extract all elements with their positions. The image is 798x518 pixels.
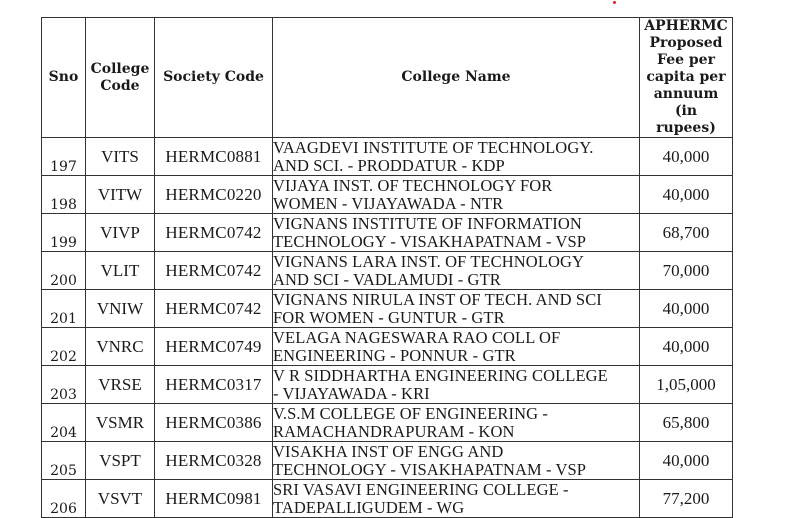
society-code-cell: HERMC0742 (155, 252, 273, 290)
college-name-line1: VIGNANS NIRULA INST OF TECH. AND SCI (273, 289, 602, 309)
college-name-line2: FOR WOMEN - GUNTUR - GTR (273, 307, 505, 327)
header-fee-line: Proposed (649, 35, 723, 51)
college-name-line1: VIGNANS INSTITUTE OF INFORMATION (273, 213, 582, 233)
college-name-cell (273, 480, 640, 518)
college-name-line1: VIJAYA INST. OF TECHNOLOGY FOR (273, 175, 553, 195)
header-college-name: College Name (273, 18, 640, 138)
society-code-cell: HERMC0742 (155, 290, 273, 328)
society-code-cell: HERMC0881 (155, 138, 273, 176)
table-row (42, 176, 733, 214)
header-fee-line: APHERMC (644, 18, 728, 34)
college-name-cell (273, 290, 640, 328)
college-name-line2: ENGINEERING - PONNUR - GTR (273, 345, 516, 365)
header-college-code-line2: Code (100, 77, 140, 94)
fee-cell: 77,200 (640, 480, 733, 518)
sno-cell: 200 (42, 252, 86, 290)
college-name-line1: VISAKHA INST OF ENGG AND (273, 441, 504, 461)
college-name-line2: TADEPALLIGUDEM - WG (273, 497, 465, 517)
college-code-cell: VSMR (86, 404, 155, 442)
college-name-cell (273, 366, 640, 404)
fee-cell: 40,000 (640, 290, 733, 328)
fee-cell: 1,05,000 (640, 366, 733, 404)
header-row (42, 18, 733, 138)
college-name-line2: TECHNOLOGY - VISAKHAPATNAM - VSP (273, 231, 587, 251)
header-college-code (86, 18, 155, 138)
fee-cell: 65,800 (640, 404, 733, 442)
table-row (42, 404, 733, 442)
fee-cell: 70,000 (640, 252, 733, 290)
college-name-line2: AND SCI. - PRODDATUR - KDP (273, 155, 505, 175)
header-fee-line: (in (674, 103, 698, 119)
college-name-line2: WOMEN - VIJAYAWADA - NTR (273, 193, 504, 213)
sno-cell: 206 (42, 480, 86, 518)
society-code-cell: HERMC0749 (155, 328, 273, 366)
college-name-cell (273, 214, 640, 252)
college-name-line2: TECHNOLOGY - VISAKHAPATNAM - VSP (273, 459, 587, 479)
fee-cell: 40,000 (640, 138, 733, 176)
sno-cell: 202 (42, 328, 86, 366)
college-name-line2: RAMACHANDRAPURAM - KON (273, 421, 515, 441)
table-row (42, 480, 733, 518)
table-row (42, 214, 733, 252)
sno-cell: 197 (42, 138, 86, 176)
fee-cell: 40,000 (640, 442, 733, 480)
college-name-line1: VAAGDEVI INSTITUTE OF TECHNOLOGY. (273, 137, 594, 157)
header-fee-line: capita per (646, 69, 726, 85)
header-society-code: Society Code (155, 18, 273, 138)
college-code-cell: VNIW (86, 290, 155, 328)
table-row (42, 366, 733, 404)
society-code-cell: HERMC0742 (155, 214, 273, 252)
society-code-cell: HERMC0386 (155, 404, 273, 442)
header-college-code-line1: College (90, 60, 150, 77)
sno-cell: 199 (42, 214, 86, 252)
society-code-cell: HERMC0317 (155, 366, 273, 404)
header-fee-line: Fee per (657, 52, 715, 68)
college-name-line1: VIGNANS LARA INST. OF TECHNOLOGY (273, 251, 585, 271)
college-name-line1: V R SIDDHARTHA ENGINEERING COLLEGE (273, 365, 608, 385)
table-row (42, 328, 733, 366)
table-row (42, 290, 733, 328)
college-code-cell: VNRC (86, 328, 155, 366)
college-code-cell: VRSE (86, 366, 155, 404)
college-name-line1: V.S.M COLLEGE OF ENGINEERING - (273, 403, 548, 423)
college-name-line1: VELAGA NAGESWARA RAO COLL OF (273, 327, 561, 347)
society-code-cell: HERMC0220 (155, 176, 273, 214)
sno-cell: 201 (42, 290, 86, 328)
red-mark (613, 1, 616, 4)
college-name-line2: AND SCI - VADLAMUDI - GTR (273, 269, 501, 289)
college-code-cell: VSPT (86, 442, 155, 480)
table-row (42, 442, 733, 480)
college-name-cell (273, 138, 640, 176)
sno-cell: 204 (42, 404, 86, 442)
table-row (42, 138, 733, 176)
college-code-cell: VIVP (86, 214, 155, 252)
college-code-cell: VLIT (86, 252, 155, 290)
society-code-cell: HERMC0981 (155, 480, 273, 518)
society-code-cell: HERMC0328 (155, 442, 273, 480)
college-name-cell (273, 404, 640, 442)
college-name-line1: SRI VASAVI ENGINEERING COLLEGE - (273, 479, 569, 499)
fee-table (41, 17, 733, 518)
college-code-cell: VITW (86, 176, 155, 214)
table-row (42, 252, 733, 290)
college-code-cell: VITS (86, 138, 155, 176)
sno-cell: 205 (42, 442, 86, 480)
college-name-line2: - VIJAYAWADA - KRI (273, 383, 430, 403)
header-sno: Sno (42, 18, 86, 138)
header-fee (640, 18, 733, 138)
header-fee-line: rupees) (656, 120, 716, 136)
college-name-cell (273, 176, 640, 214)
fee-cell: 40,000 (640, 176, 733, 214)
header-fee-line: annuum (653, 86, 719, 102)
college-code-cell: VSVT (86, 480, 155, 518)
fee-cell: 40,000 (640, 328, 733, 366)
college-name-cell (273, 252, 640, 290)
sno-cell: 198 (42, 176, 86, 214)
college-name-cell (273, 328, 640, 366)
fee-cell: 68,700 (640, 214, 733, 252)
college-name-cell (273, 442, 640, 480)
sno-cell: 203 (42, 366, 86, 404)
